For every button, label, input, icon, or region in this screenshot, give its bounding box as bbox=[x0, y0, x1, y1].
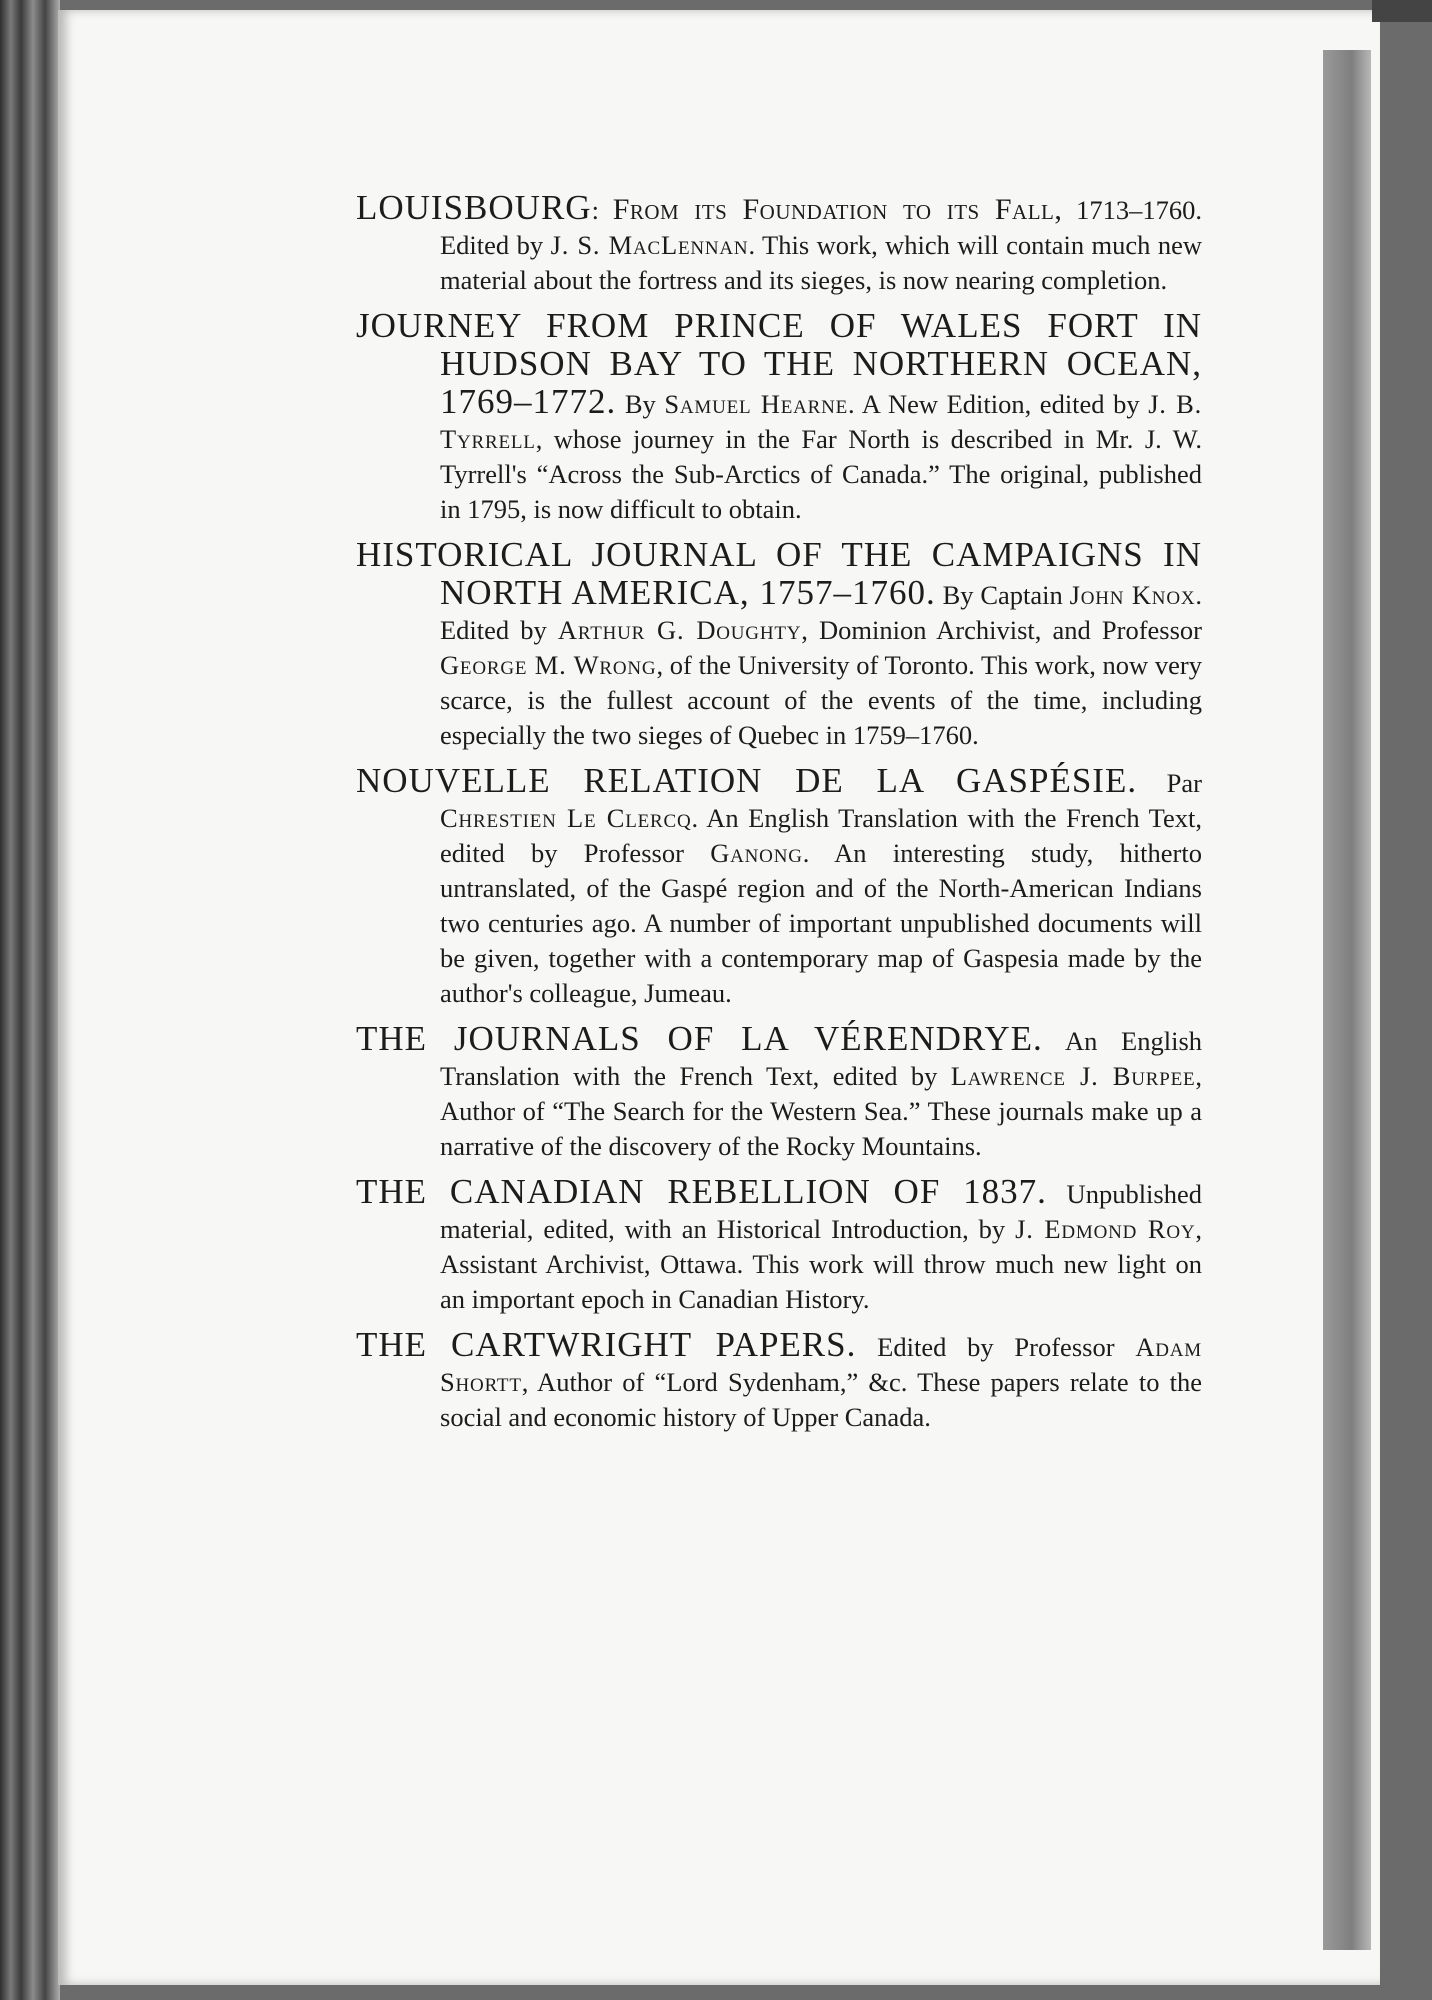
entry-subtitle: From its Foundation to its Fall, bbox=[612, 193, 1063, 226]
author-name: Samuel Hearne bbox=[664, 389, 849, 419]
entry-text: , Dominion Archivist, and Professor bbox=[801, 615, 1202, 645]
editor-name: J. B. Tyrrell bbox=[440, 389, 1202, 454]
entry-text: , of the University of Toronto. This work, now very scarce, is the fullest account of the events of the time, including especially the two sieges of Quebec in 1759–1760. bbox=[440, 650, 1202, 750]
entry-canadian-rebellion bbox=[356, 1174, 1202, 1317]
editor-name: Lawrence J. Burpee bbox=[950, 1061, 1196, 1091]
entry-journey-hudson-bay bbox=[356, 308, 1202, 527]
entry-text: Par bbox=[1137, 768, 1202, 798]
entry-title: HISTORICAL JOURNAL OF THE CAMPAIGNS IN NORTH AMERICA, 1757–1760. bbox=[356, 535, 1202, 612]
entry-text: . Edited by bbox=[440, 580, 1202, 645]
book-spine bbox=[0, 0, 60, 2000]
entry-text: By bbox=[616, 389, 665, 419]
entry-text: . An English Translation with the French Text, edited by Professor bbox=[440, 803, 1203, 868]
entry-louisbourg bbox=[356, 190, 1202, 298]
page-fore-edge bbox=[1323, 50, 1371, 1950]
entry-title: JOURNEY FROM PRINCE OF WALES FORT IN HUDSON BAY TO THE NORTHERN OCEAN, 1769–1772. bbox=[356, 306, 1202, 421]
author-name: John Knox bbox=[1069, 580, 1196, 610]
entry-text: . A New Edition, edited by bbox=[848, 389, 1149, 419]
entry-historical-journal bbox=[356, 537, 1202, 753]
entry-title: THE CANADIAN REBELLION OF 1837. bbox=[356, 1172, 1047, 1211]
editor-name: Adam Shortt bbox=[440, 1332, 1202, 1397]
entry-text: , whose journey in the Far North is described in Mr. J. W. Tyrrell's “Across the Sub-Arctics of Canada.” The original, published in 1795, is now difficult to obtain. bbox=[440, 424, 1202, 524]
entry-title: THE JOURNALS OF LA VÉRENDRYE. bbox=[356, 1019, 1043, 1058]
entry-text: . An interesting study, hitherto untranslated, of the Gaspé region and of the North-American Indians two centuries ago. A number of important unpublished documents will be given, together with a contemporary map of Gaspesia made by the author's colleague, Jumeau. bbox=[440, 838, 1202, 1008]
author-name: Chrestien Le Clercq bbox=[440, 803, 692, 833]
entry-text: , Author of “The Search for the Western Sea.” These journals make up a narrative of the discovery of the Rocky Mountains. bbox=[440, 1061, 1202, 1161]
editor-name: George M. Wrong bbox=[440, 650, 657, 680]
publication-list bbox=[356, 190, 1202, 1445]
entry-text: By Captain bbox=[935, 580, 1070, 610]
entry-journals-verendrye bbox=[356, 1021, 1202, 1164]
entry-text: Unpublished material, edited, with an Historical Introduction, by bbox=[440, 1179, 1202, 1244]
entry-text: 1713–1760. Edited by bbox=[440, 195, 1202, 260]
scan-corner bbox=[1372, 0, 1432, 22]
entry-title: LOUISBOURG bbox=[356, 188, 592, 227]
editor-name: Ganong bbox=[710, 838, 803, 868]
editor-name: J. Edmond Roy bbox=[1015, 1214, 1196, 1244]
entry-text: , Assistant Archivist, Ottawa. This work will throw much new light on an important epoch in Canadian History. bbox=[440, 1214, 1203, 1314]
entry-title: NOUVELLE RELATION DE LA GASPÉSIE. bbox=[356, 761, 1138, 800]
entry-text: Edited by Professor bbox=[856, 1332, 1136, 1362]
entry-title-punct: : bbox=[591, 195, 613, 225]
entry-cartwright-papers bbox=[356, 1327, 1202, 1435]
entry-text: , Author of “Lord Sydenham,” &c. These papers relate to the social and economic history of Upper Canada. bbox=[440, 1367, 1202, 1432]
entry-nouvelle-relation bbox=[356, 763, 1202, 1011]
editor-name: J. S. MacLennan bbox=[550, 230, 749, 260]
entry-title: THE CARTWRIGHT PAPERS. bbox=[356, 1325, 857, 1364]
editor-name: Arthur G. Doughty bbox=[557, 615, 802, 645]
entry-text: . This work, which will contain much new material about the fortress and its sieges, is now nearing completion. bbox=[440, 230, 1203, 295]
entry-text: An English Translation with the French Text, edited by bbox=[440, 1026, 1203, 1091]
